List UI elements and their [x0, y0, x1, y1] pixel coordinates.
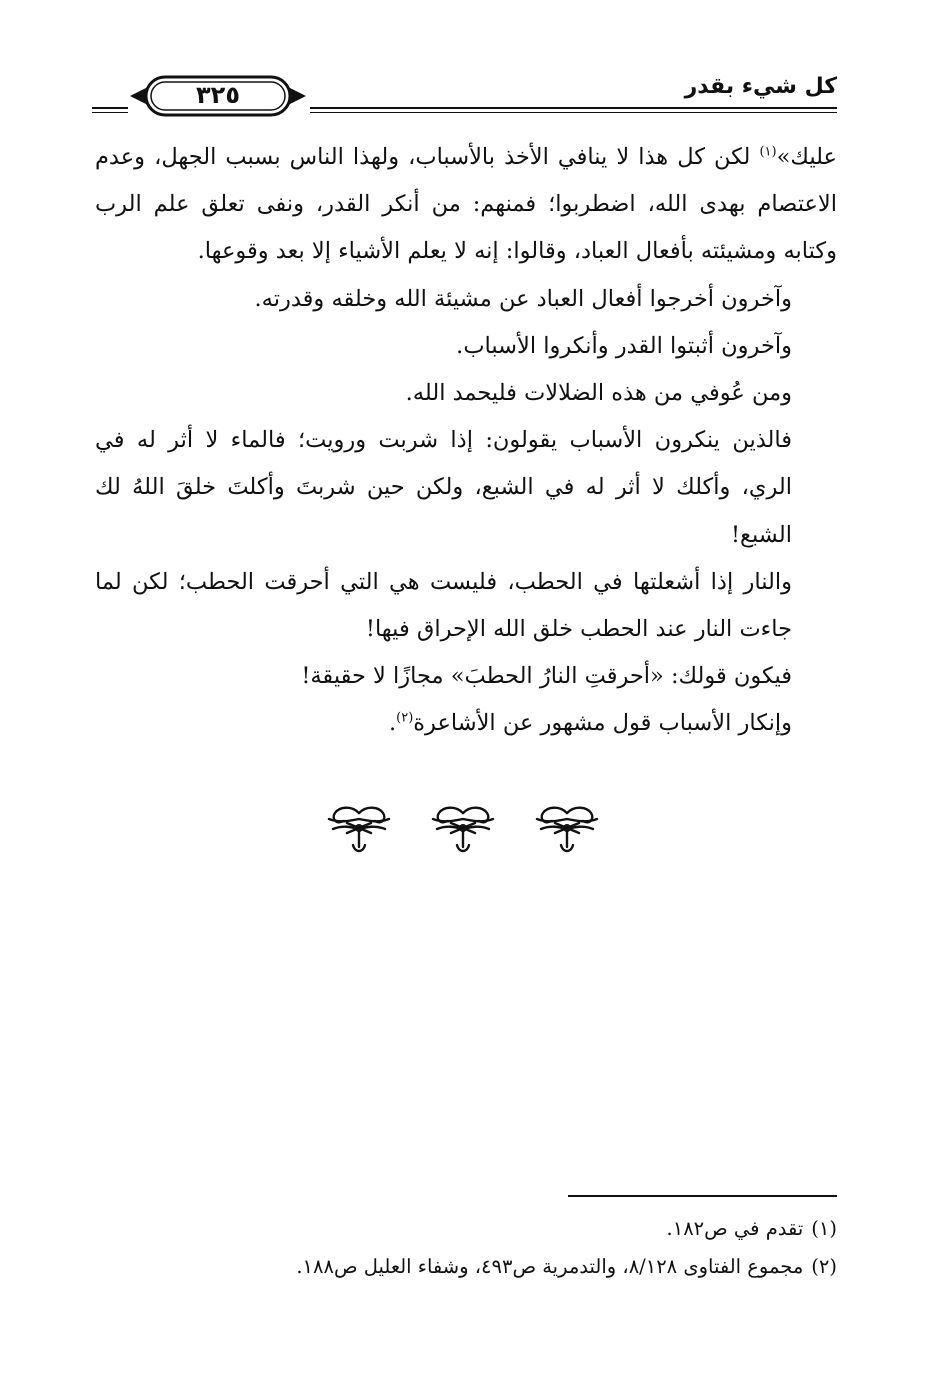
- paragraph: فالذين ينكرون الأسباب يقولون: إذا شربت ورويت؛ فالماء لا أثر له في الري، وأكلك لا أثر له في الشبع، ولكن حين شربتَ وأكلتَ خلقَ اللهُ لك الشبع!: [95, 427, 792, 548]
- paragraph: ومن عُوفي من هذه الضلالات فليحمد الله.: [405, 380, 792, 407]
- fleuron-ornament-icon: [429, 803, 497, 859]
- main-text: [95, 134, 837, 748]
- paragraph-end: .: [388, 710, 397, 737]
- footnote-item: [95, 1210, 837, 1248]
- header-rule: [92, 112, 128, 113]
- header-rule: [310, 107, 837, 109]
- footnote-number: (١): [811, 1217, 837, 1240]
- paragraph: وآخرون أخرجوا أفعال العباد عن مشيئة الله وخلقه وقدرته.: [254, 285, 792, 312]
- page-number-frame: [128, 74, 308, 118]
- page-number: ٣٢٥: [196, 81, 240, 109]
- footnote-text: تقدم في ص١٨٢.: [666, 1217, 804, 1240]
- footnotes: [95, 1210, 837, 1286]
- paragraph-text: لكن كل هذا لا ينافي الأخذ بالأسباب، ولهذا الناس بسبب الجهل، وعدم الاعتصام بهدى الله، اضطربوا؛ فمنهم: من أنكر القدر، ونفى تعلق علم الرب وكتابه ومشيئته بأفعال العباد، وقالوا: إنه لا يعلم الأشياء إلا بعد وقوعها.: [95, 144, 837, 265]
- page-header: [92, 70, 837, 120]
- paragraph: [95, 134, 837, 276]
- quote-end: عليك»: [776, 144, 837, 170]
- fleuron-ornament-icon: [533, 803, 601, 859]
- running-title: كل شيء بقدر: [684, 74, 837, 99]
- fleuron-ornament-icon: [325, 803, 393, 859]
- header-rule: [310, 112, 837, 113]
- footnote-item: [95, 1248, 837, 1286]
- paragraph: فيكون قولك: «أحرقتِ النارُ الحطبَ» مجازًا لا حقيقة!: [301, 663, 792, 690]
- paragraph: وآخرون أثبتوا القدر وأنكروا الأسباب.: [456, 332, 792, 359]
- section-divider-ornaments: [325, 803, 605, 859]
- footnote-number: (٢): [811, 1255, 837, 1278]
- footnote-ref: (٢): [396, 710, 414, 726]
- paragraph-text: وإنكار الأسباب قول مشهور عن الأشاعرة: [413, 710, 792, 737]
- paragraph: [95, 700, 837, 747]
- footnote-text: مجموع الفتاوى ٨/١٢٨، والتدمرية ص٤٩٣، وشفاء العليل ص١٨٨.: [296, 1255, 804, 1278]
- footnote-ref: (١): [759, 144, 777, 160]
- paragraph: والنار إذا أشعلتها في الحطب، فليست هي التي أحرقت الحطب؛ لكن لما جاءت النار عند الحطب خلق الله الإحراق فيها!: [95, 568, 792, 643]
- footnote-separator: [568, 1195, 837, 1197]
- header-rule: [92, 107, 128, 109]
